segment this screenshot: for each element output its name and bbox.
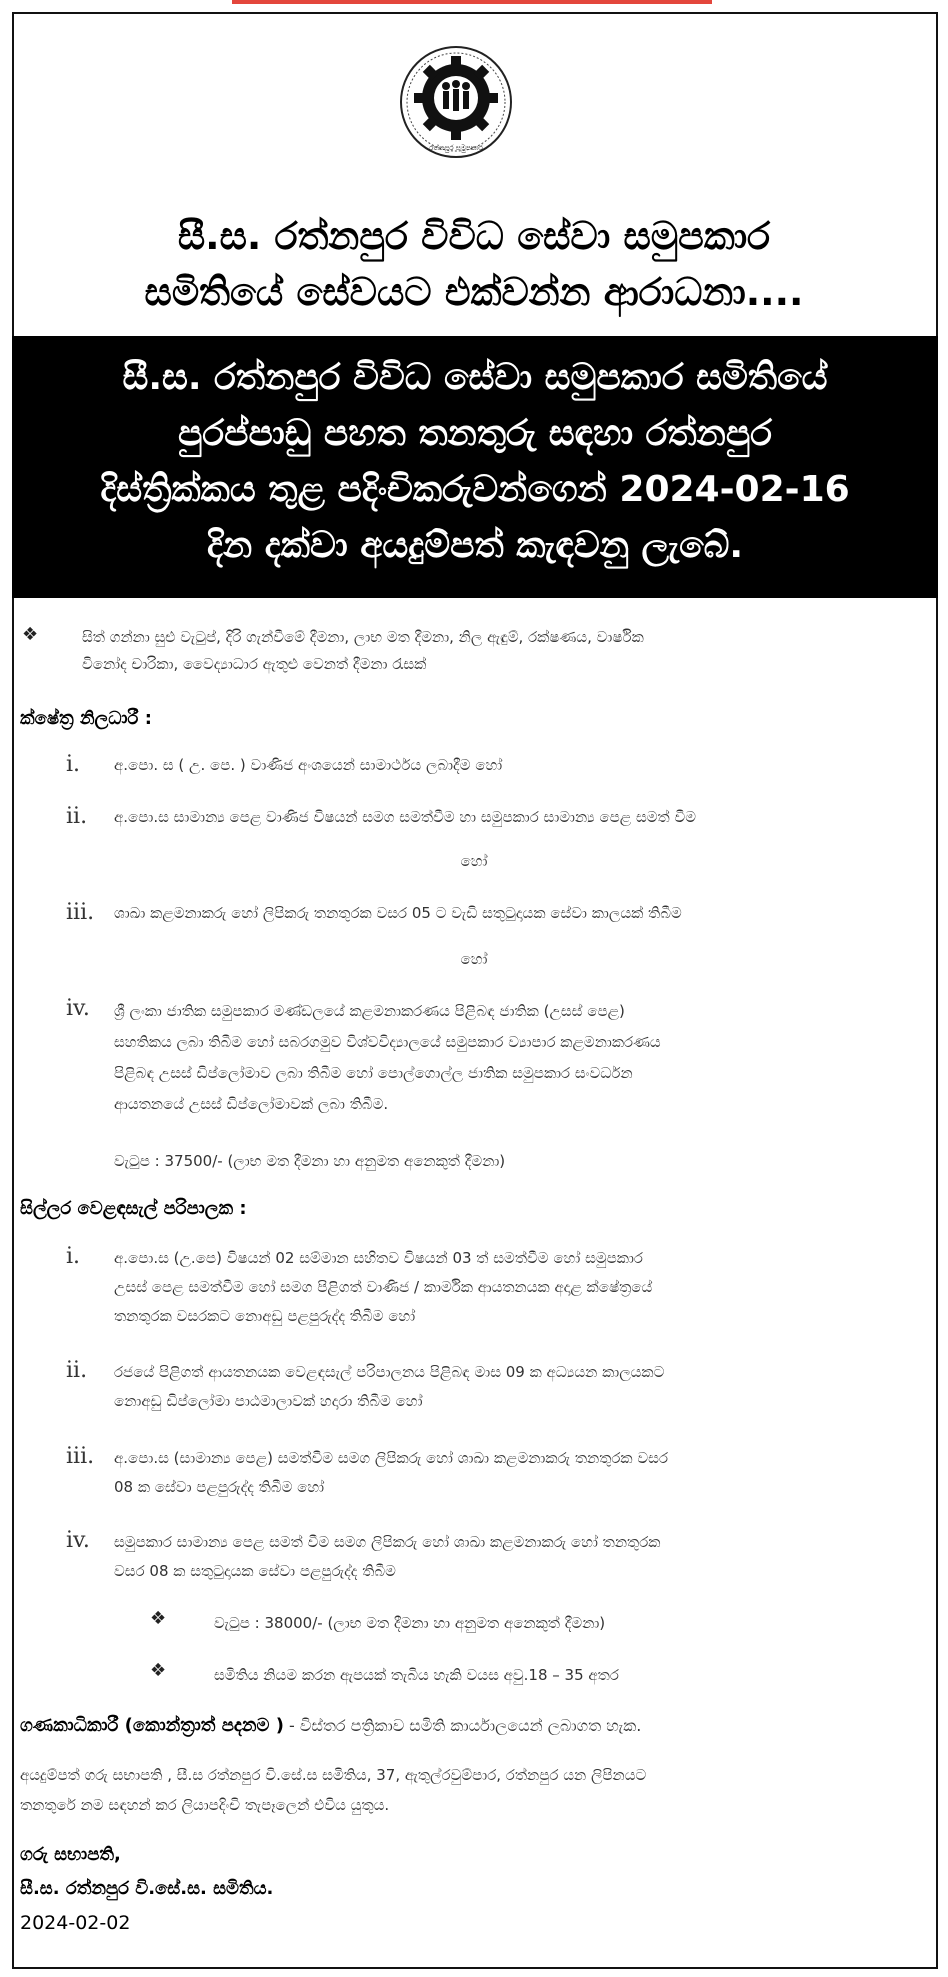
field-officer-item-4-line-2: සහතිකය ලබා තිබීම හෝ සබරගමුව විශ්වවිද්‍යාලයේ සමුපකාර ව්‍යාපාර කළමනාකරණය	[114, 1033, 661, 1051]
field-officer-or-2: හෝ	[460, 950, 488, 968]
retail-manager-salary: වැටුප : 38000/- (ලාභ මත දීමනා හා අනුමත අනෙකුත් දීමනා)	[214, 1614, 606, 1632]
headline	[0, 208, 948, 320]
retail-manager-item-3-line-2: 08 ක සේවා පළපුරුද්ද තිබීම හෝ	[114, 1478, 325, 1496]
field-officer-item-3-num: iii.	[66, 900, 95, 925]
retail-manager-item-4-line-2: වසර 08 ක සතුටුදායක සේවා පළපුරුද්ද තිබීම	[114, 1562, 396, 1580]
field-officer-item-1-line-1: අ.පො. ස ( උ. පෙ. ) වාණිජ අංශයෙන් සාමාර්ථය ලබාදීම හෝ	[114, 756, 503, 774]
field-officer-or-1: හෝ	[460, 852, 488, 870]
retail-manager-item-4	[114, 1528, 934, 1586]
retail-manager-age: සමිතිය නියම කරන ඇපයක් තැබිය හැකි වයස අවු.18 – 35 අතර	[214, 1666, 619, 1684]
society-logo	[398, 30, 514, 180]
benefits-line-1: සිත් ගන්නා සුළු වැටුප්, දිරි ගැන්වීමේ දීමනා, ලාභ මත දීමනා, නිල ඇඳුම්, රක්ෂණය, වාර්ෂික	[82, 628, 644, 646]
retail-manager-item-1-num: i.	[66, 1244, 81, 1269]
field-officer-item-4-line-1: ශ්‍රී ලංකා ජාතික සමුපකාර මණ්ඩලයේ කළමනාකරණය පිළිබඳ ජාතික (උසස් පෙළ)	[114, 1002, 625, 1020]
notice-line-1: සී.ස. රත්නපුර විවිධ සේවා සමුපකාර සමිතියේ	[122, 357, 828, 398]
benefits-bullet: ❖	[22, 624, 39, 645]
application-line-1: අයදුම්පත් ගරු සභාපති , සී.ස රත්නපුර වි.සේ.ස සමිතිය, 37, ඇතුල්රවුම්පාර, රත්නපුර යන ලිපිනයට	[20, 1766, 647, 1784]
logo-ring-text: රත්නපුර සමුපකාර	[429, 144, 483, 152]
application-instructions	[20, 1760, 930, 1820]
retail-age-bullet: ❖	[150, 1660, 167, 1681]
field-officer-item-2	[114, 804, 934, 831]
field-officer-item-1-num: i.	[66, 752, 81, 777]
field-officer-item-2-num: ii.	[66, 804, 88, 829]
headline-line-1: සී.ස. රත්නපුර විවිධ සේවා සමුපකාර	[177, 214, 771, 258]
benefits-line-2: විනෝද චාරිකා, වෛද්‍යාධාර ඇතුළු වෙනත් දීමනා රැසක්	[82, 655, 427, 673]
retail-salary-bullet: ❖	[150, 1608, 167, 1629]
retail-manager-item-1-line-3: තනතුරක වසරකට නොඅඩු පළපුරුද්ද තිබීම හෝ	[114, 1307, 416, 1325]
retail-manager-item-3	[114, 1444, 934, 1502]
retail-manager-item-1-line-2: උසස් පෙළ සමත්වීම හෝ සමග පිළිගත් වාණිජ / කාර්මික ආයතනයක අදාළ ක්ෂේත්‍රයේ	[114, 1278, 653, 1296]
field-officer-item-1	[114, 752, 934, 779]
retail-manager-item-1-line-1: අ.පො.ස (උ.පෙ) විෂයන් 02 සම්මාන සහිතව විෂයන් 03 ත් සමත්වීම හෝ සමුපකාර	[114, 1249, 643, 1267]
field-officer-item-4-line-4: ආයතනයේ උසස් ඩිප්ලෝමාවක් ලබා තිබීම.	[114, 1095, 389, 1113]
retail-manager-item-1	[114, 1244, 934, 1331]
headline-line-2: සමිතියේ සේවයට එක්වන්න ආරාධනා....	[144, 270, 804, 314]
retail-manager-title: සිල්ලර වෙළඳසැල් පරිපාලක :	[20, 1198, 247, 1219]
retail-manager-item-3-line-1: අ.පො.ස (සාමාන්‍ය පෙළ) සමත්වීම සමග ලිපිකරු හෝ ශාඛා කළමනාකරු තනතුරක වසර	[114, 1449, 669, 1467]
retail-manager-item-2-line-2: නොඅඩු ඩිප්ලෝමා පාඨමාලාවක් හදාරා තිබීම හෝ	[114, 1392, 423, 1410]
accountant-row	[20, 1712, 641, 1739]
retail-manager-item-2-num: ii.	[66, 1358, 88, 1383]
signature-date: 2024-02-02	[20, 1912, 131, 1934]
field-officer-item-3-line-1: ශාඛා කළමනාකරු හෝ ලිපිකරු තනතුරක වසර 05 ට වැඩි සතුටුදායක සේවා කාලයක් තිබීම	[114, 904, 682, 922]
benefits-text	[82, 624, 922, 678]
notice-banner	[12, 336, 938, 598]
field-officer-item-4-num: iv.	[66, 996, 90, 1021]
retail-manager-item-4-num: iv.	[66, 1528, 90, 1553]
field-officer-salary: වැටුප : 37500/- (ලාභ මත දීමනා හා අනුමත අනෙකුත් දීමනා)	[114, 1152, 506, 1170]
application-line-2: තනතුරේ නම සඳහන් කර ලියාපදිංචි තැපෑලෙන් එවිය යුතුය.	[20, 1796, 390, 1814]
notice-line-4: දින දක්වා අයදුම්පත් කැඳවනු ලැබේ.	[206, 525, 744, 566]
signature-title: ගරු සභාපති,	[20, 1844, 121, 1865]
field-officer-item-4-line-3: පිළිබඳ උසස් ඩිප්ලෝමාව ලබා තිබීම හෝ පොල්ගොල්ල ජාතික සමුපකාර සංවර්ධන	[114, 1064, 633, 1082]
notice-line-2: පුරප්පාඩු පහත තනතුරු සඳහා රත්නපුර	[178, 413, 772, 454]
accountant-title: ගණකාධිකාරී (කොන්ත්‍රාත් පදනම )	[20, 1715, 284, 1736]
retail-manager-item-3-num: iii.	[66, 1444, 95, 1469]
retail-manager-item-2	[114, 1358, 934, 1416]
field-officer-item-4	[114, 996, 934, 1120]
signature-block	[20, 1838, 273, 1940]
notice-line-3: දිස්ත්‍රික්කය තුළ පදිංචිකරුවන්ගෙන් 2024-02-16	[100, 469, 850, 510]
field-officer-item-3	[114, 900, 934, 927]
top-red-strip	[232, 0, 712, 4]
retail-manager-item-4-line-1: සමුපකාර සාමාන්‍ය පෙළ සමත් වීම සමග ලිපිකරු හෝ ශාඛා කළමනාකරු හෝ තනතුරක	[114, 1533, 661, 1551]
signature-society: සී.ස. රත්නපුර වි.සේ.ස. සමිතිය.	[20, 1878, 274, 1899]
field-officer-title: ක්ෂේත්‍ර නිලධාරී :	[20, 708, 152, 729]
accountant-text: - විස්තර පත්‍රිකාව සමිති කාර්යාලයෙන් ලබාගත හැක.	[283, 1716, 642, 1735]
retail-manager-item-2-line-1: රජයේ පිළිගත් ආයතනයක වෙළඳසැල් පරිපාලනය පිළිබඳ මාස 09 ක අධ්‍යයන කාලයකට	[114, 1363, 665, 1381]
field-officer-item-2-line-1: අ.පො.ස සාමාන්‍ය පෙළ වාණිජ විෂයන් සමග සමත්වීම හා සමුපකාර සාමාන්‍ය පෙළ සමත් වීම	[114, 808, 697, 826]
